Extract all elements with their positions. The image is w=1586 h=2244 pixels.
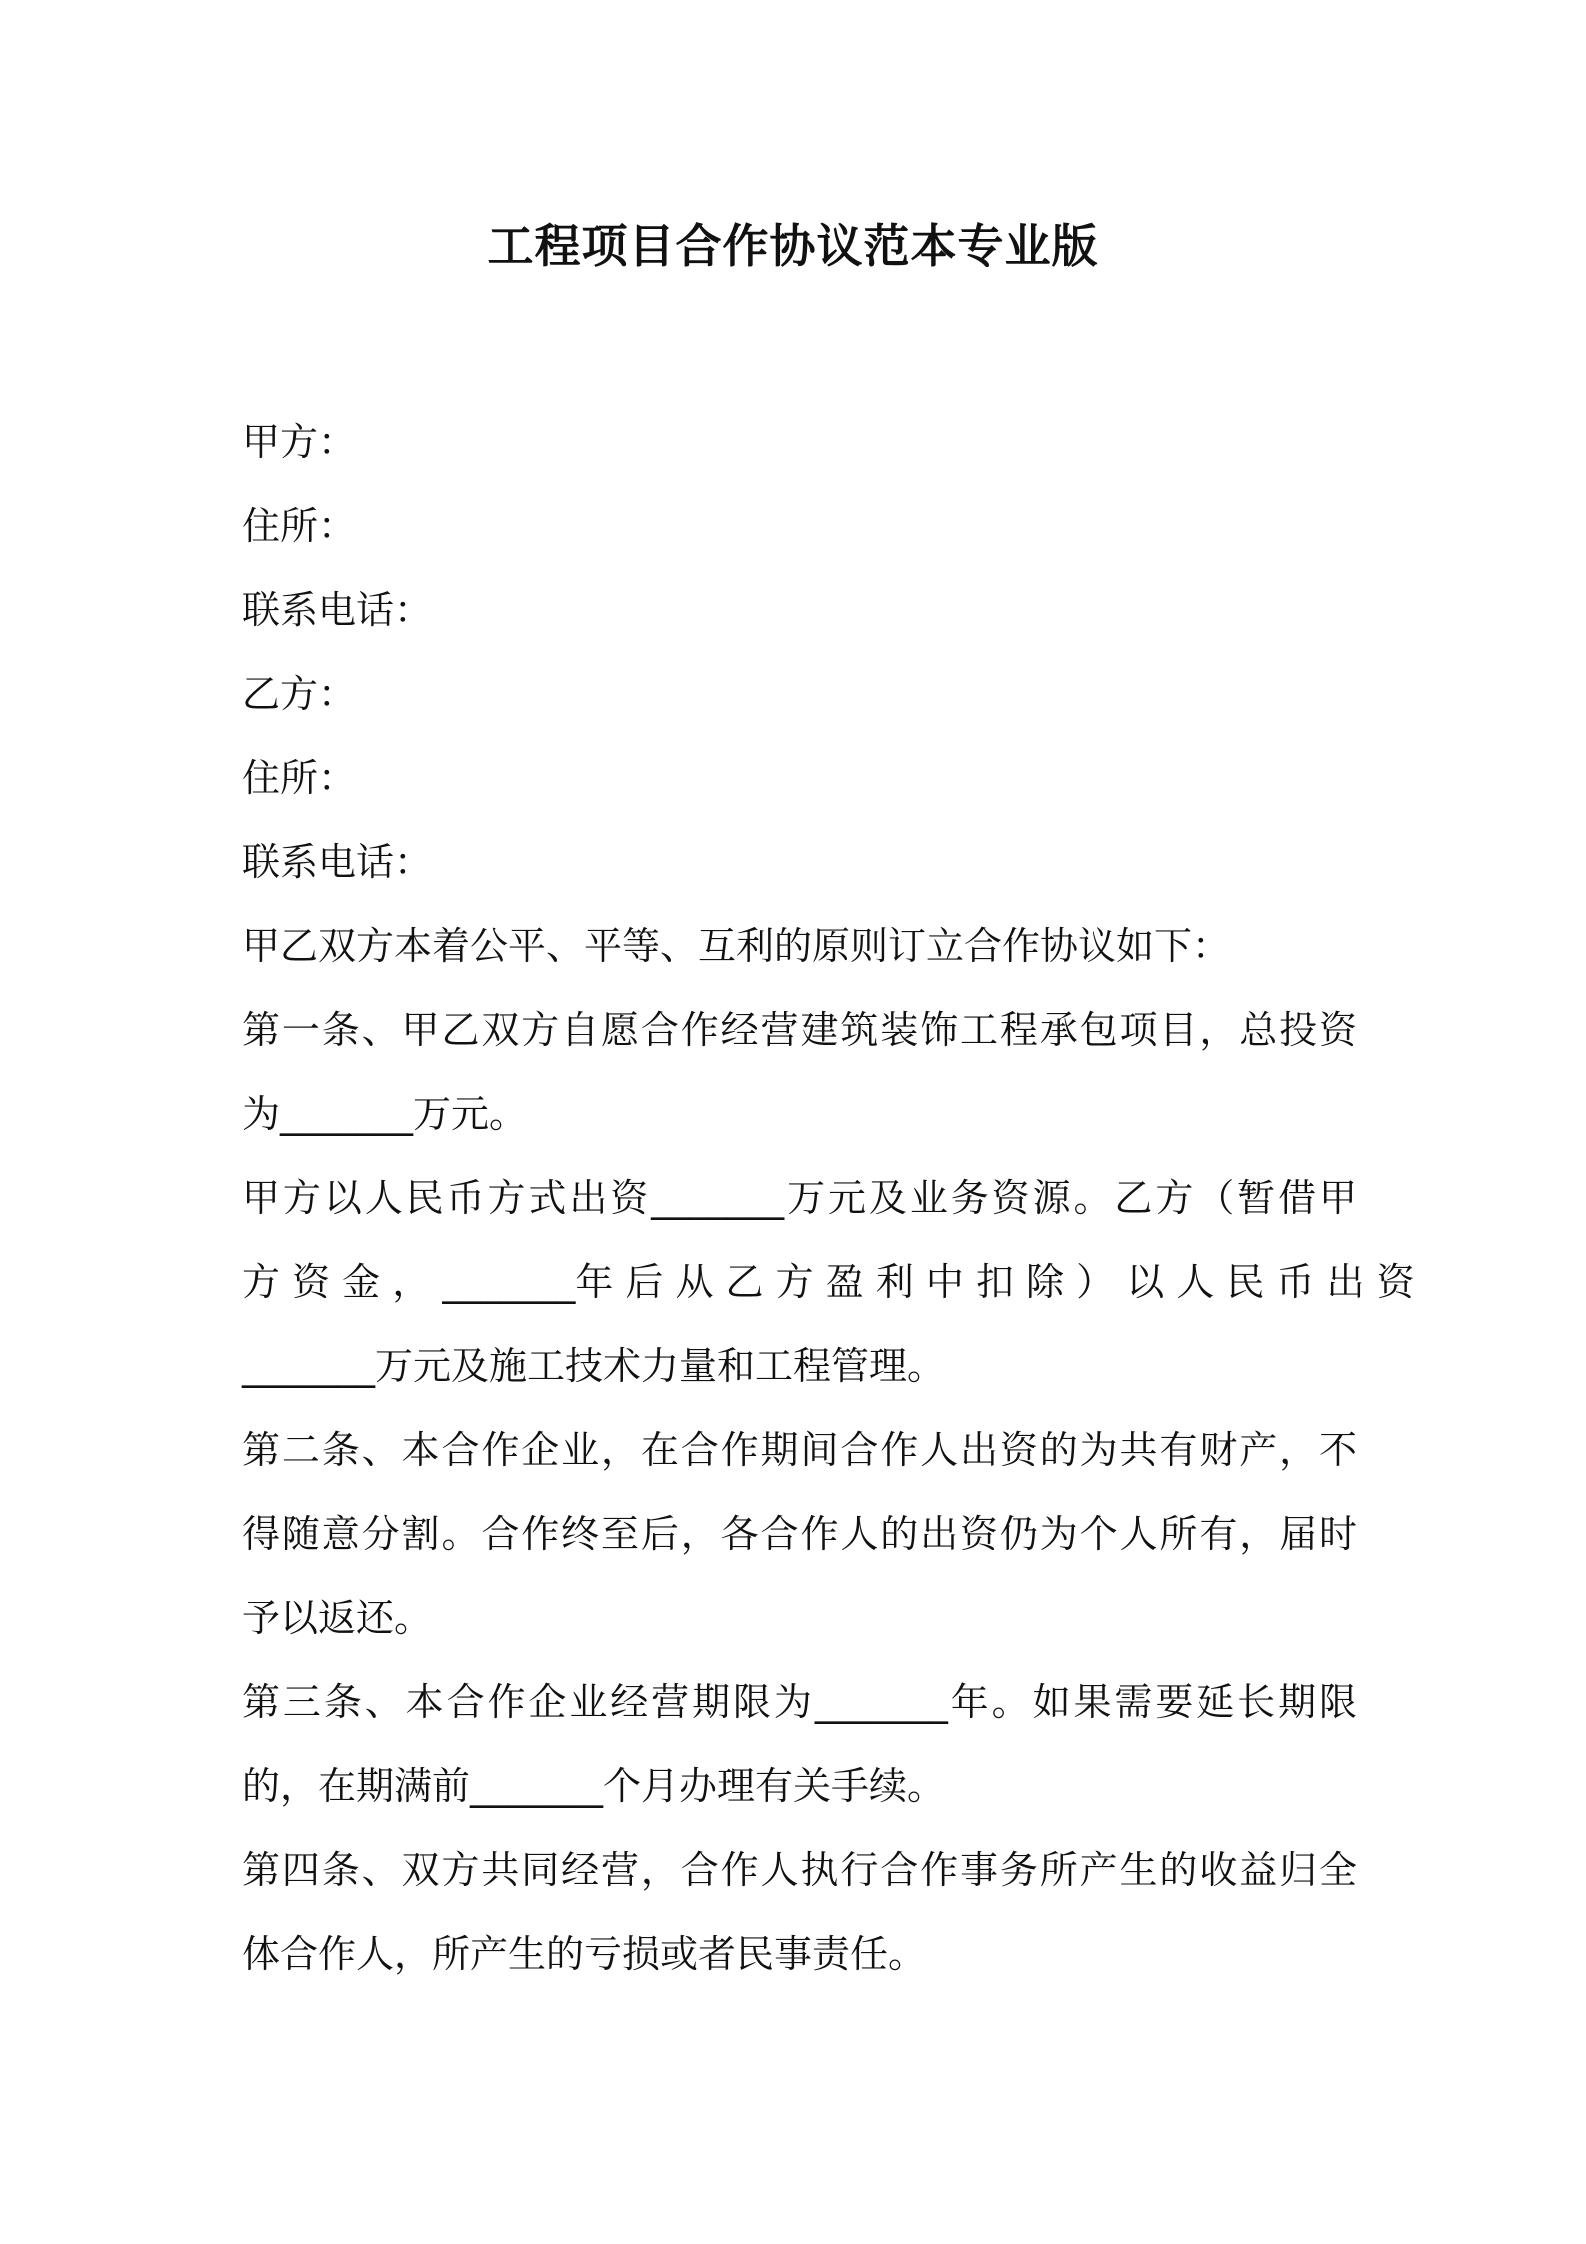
article-2-line-3: 予以返还。: [242, 1596, 433, 1640]
article-3-line-1: 第三条、本合作企业经营期限为_______年。如果需要延长期限: [242, 1680, 1357, 1724]
party-b-label: 乙方：: [242, 672, 357, 716]
article-1-line-5: _______万元及施工技术力量和工程管理。: [242, 1344, 946, 1388]
party-a-label: 甲方：: [242, 420, 357, 464]
party-b-address-label: 住所：: [242, 756, 357, 800]
party-a-address-label: 住所：: [242, 504, 357, 548]
article-2-line-1: 第二条、本合作企业，在合作期间合作人出资的为共有财产，不: [242, 1428, 1357, 1472]
article-1-line-1: 第一条、甲乙双方自愿合作经营建筑装饰工程承包项目，总投资: [242, 1008, 1357, 1052]
document-body: [242, 400, 1415, 1996]
article-1-line-3: 甲方以人民币方式出资_______万元及业务资源。乙方（暂借甲: [242, 1176, 1357, 1220]
article-4-line-1: 第四条、双方共同经营，合作人执行合作事务所产生的收益归全: [242, 1848, 1357, 1892]
article-2-line-2: 得随意分割。合作终至后，各合作人的出资仍为个人所有，届时: [242, 1512, 1357, 1556]
party-a-phone-label: 联系电话：: [242, 588, 433, 632]
party-b-phone-label: 联系电话：: [242, 840, 433, 884]
article-1-line-2: 为_______万元。: [242, 1092, 528, 1136]
agreement-intro: 甲乙双方本着公平、平等、互利的原则订立合作协议如下：: [242, 924, 1231, 968]
article-3-line-2: 的，在期满前_______个月办理有关手续。: [242, 1764, 946, 1808]
document-title: 工程项目合作协议范本专业版: [487, 219, 1099, 273]
article-1-line-4: 方 资 金 ， _______年 后 从 乙 方 盈 利 中 扣 除 ） 以 人 民 币 出 资: [242, 1260, 1415, 1304]
article-4-line-2: 体合作人，所产生的亏损或者民事责任。: [242, 1932, 927, 1976]
